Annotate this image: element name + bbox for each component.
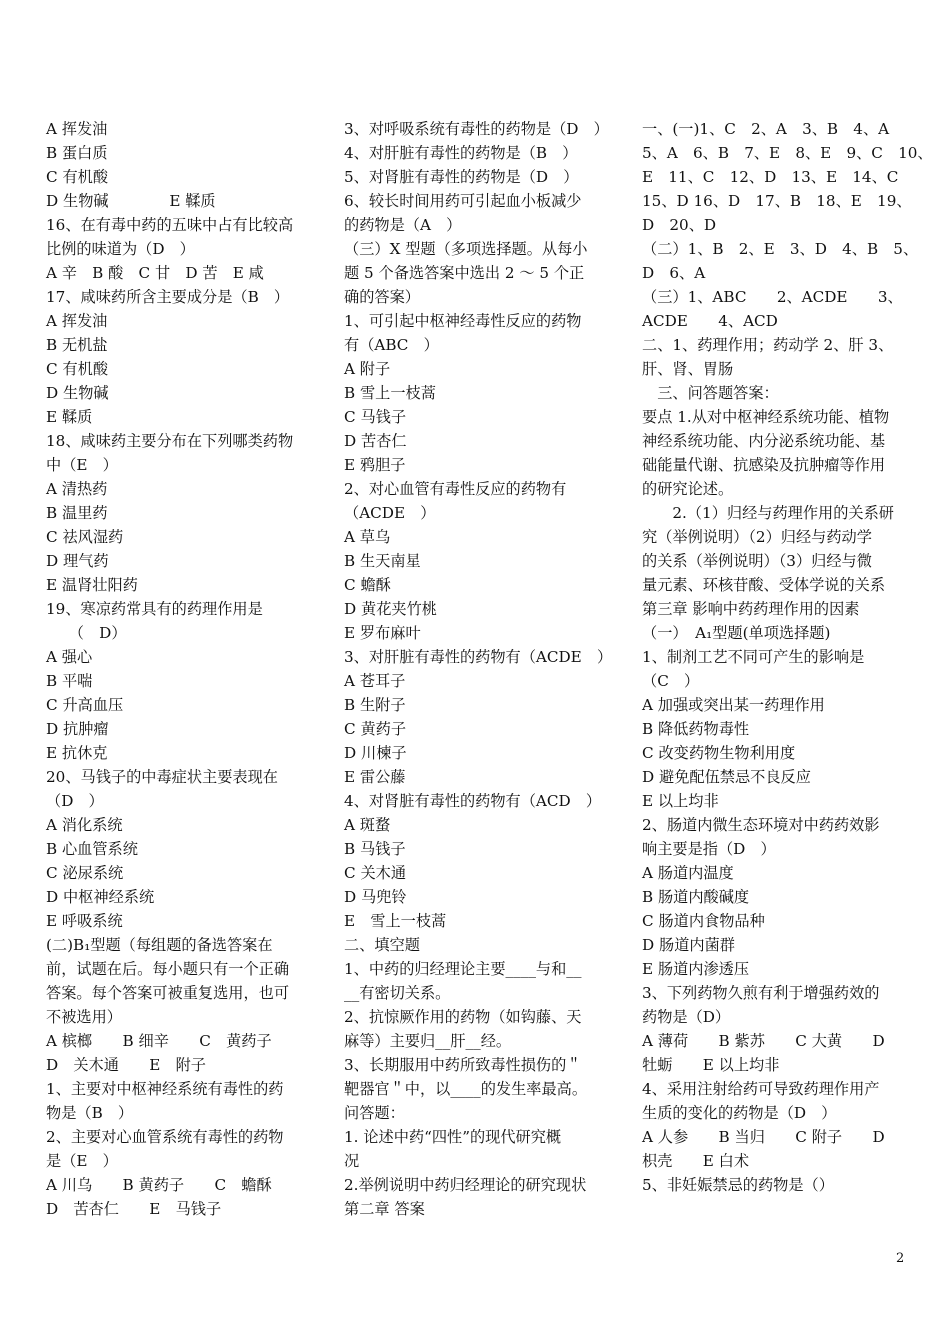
text-line: D 生物碱 E 鞣质	[46, 192, 216, 210]
text-line: 的关系（举例说明）（3）归经与微	[642, 552, 872, 570]
text-line: D 6、A	[642, 264, 706, 282]
text-line: A 清热药	[46, 480, 108, 498]
text-line: C 改变药物生物利用度	[642, 744, 796, 762]
text-line: 3、下列药物久煎有利于增强药效的	[642, 984, 880, 1002]
text-line: D 苦杏仁 E 马钱子	[46, 1200, 222, 1218]
text-line: D 中枢神经系统	[46, 888, 155, 906]
text-line: 确的答案）	[344, 288, 420, 306]
text-line: B 蛋白质	[46, 144, 108, 162]
text-line: A 草乌	[344, 528, 391, 546]
text-line: D 避免配伍禁忌不良反应	[642, 768, 811, 786]
text-line: E 雪上一枝蒿	[344, 912, 447, 930]
text-line: 药物是（D）	[642, 1008, 731, 1026]
text-line: E 鸦胆子	[344, 456, 406, 474]
text-line: 4、对肝脏有毒性的药物是（B ）	[344, 144, 578, 162]
text-line: D 生物碱	[46, 384, 109, 402]
text-line: E 温肾壮阳药	[46, 576, 138, 594]
text-line: 18、咸味药主要分布在下列哪类药物	[46, 432, 294, 450]
text-line: 况	[344, 1152, 360, 1170]
text-line: 第三章 影响中药药理作用的因素	[642, 600, 860, 618]
text-line: 3、对呼吸系统有毒性的药物是（D ）	[344, 120, 609, 138]
text-line: C 黄药子	[344, 720, 407, 738]
text-line: 响主要是指（D ）	[642, 840, 776, 858]
text-line: A 苍耳子	[344, 672, 406, 690]
text-line: B 温里药	[46, 504, 108, 522]
text-line: D 川楝子	[344, 744, 407, 762]
text-line: D 抗肿瘤	[46, 720, 109, 738]
text-line: C 马钱子	[344, 408, 407, 426]
text-line: (二)B₁型题（每组题的备选答案在	[46, 936, 273, 954]
text-line: D 马兜铃	[344, 888, 407, 906]
text-line: C 关木通	[344, 864, 407, 882]
text-line: 3、长期服用中药所致毒性损伤的＂	[344, 1056, 582, 1074]
text-line: 二、填空题	[344, 936, 420, 954]
text-line: 2、肠道内微生态环境对中药药效影	[642, 816, 880, 834]
text-line: 2.举例说明中药归经理论的研究现状	[344, 1176, 587, 1194]
text-line: D 20、D	[642, 216, 717, 234]
text-line: 1. 论述中药“四性”的现代研究概	[344, 1128, 562, 1146]
text-line: （ACDE ）	[344, 504, 436, 522]
text-line: （D ）	[46, 792, 104, 810]
text-line: 5、非妊娠禁忌的药物是（）	[642, 1176, 834, 1194]
text-line: 1、可引起中枢神经毒性反应的药物	[344, 312, 582, 330]
text-line: 神经系统功能、内分泌系统功能、基	[642, 432, 885, 450]
text-line: 靶器官＂中，以____的发生率最高。	[344, 1080, 587, 1098]
text-line: C 泌尿系统	[46, 864, 124, 882]
text-line: 16、在有毒中药的五味中占有比较高	[46, 216, 294, 234]
text-line: 2、抗惊厥作用的药物（如钩藤、天	[344, 1008, 582, 1026]
text-line: A 人参 B 当归 C 附子 D	[642, 1128, 885, 1146]
text-line: E 抗休克	[46, 744, 108, 762]
text-line: E 以上均非	[642, 792, 719, 810]
text-line: 17、咸味药所含主要成分是（B ）	[46, 288, 290, 306]
text-line: A 斑蝥	[344, 816, 391, 834]
text-line: （三）X 型题（多项选择题。从每小	[344, 240, 588, 258]
text-line: 2、主要对心血管系统有毒性的药物	[46, 1128, 284, 1146]
page-number: 2	[896, 1251, 905, 1266]
text-line: E 雷公藤	[344, 768, 406, 786]
text-line: B 心血管系统	[46, 840, 138, 858]
text-line: A 肠道内温度	[642, 864, 734, 882]
text-line: 一、(一)1、C 2、A 3、B 4、A	[642, 120, 890, 138]
text-line: B 马钱子	[344, 840, 406, 858]
text-line: 物是（B ）	[46, 1104, 134, 1122]
text-line: 比例的味道为（D ）	[46, 240, 195, 258]
text-line: 是（E ）	[46, 1152, 118, 1170]
text-line: E 鞣质	[46, 408, 93, 426]
text-line: B 降低药物毒性	[642, 720, 750, 738]
text-line: B 无机盐	[46, 336, 108, 354]
text-line: __有密切关系。	[344, 984, 451, 1002]
text-line: 1、制剂工艺不同可产生的影响是	[642, 648, 865, 666]
text-line: 3、对肝脏有毒性的药物有（ACDE ）	[344, 648, 613, 666]
text-line: 4、对肾脏有毒性的药物有（ACD ）	[344, 792, 602, 810]
text-line: （三）1、ABC 2、ACDE 3、	[642, 288, 903, 306]
text-line: C 蟾酥	[344, 576, 391, 594]
text-line: 题 5 个备选答案中选出 2 ～ 5 个正	[344, 264, 585, 282]
text-line: A 加强或突出某一药理作用	[642, 696, 825, 714]
text-line: （一） A₁型题(单项选择题)	[642, 624, 831, 642]
text-line: 6、较长时间用药可引起血小板减少	[344, 192, 582, 210]
text-line: 中（E ）	[46, 456, 118, 474]
text-line: C 有机酸	[46, 360, 109, 378]
text-line: A 挥发油	[46, 312, 108, 330]
text-line: C 肠道内食物品种	[642, 912, 765, 930]
text-line: C 有机酸	[46, 168, 109, 186]
text-line: E 肠道内渗透压	[642, 960, 750, 978]
text-line: 2.（1）归经与药理作用的关系研	[642, 504, 894, 522]
text-line: 1、主要对中枢神经系统有毒性的药	[46, 1080, 284, 1098]
text-line: 前，试题在后。每小题只有一个正确	[46, 960, 289, 978]
text-line: （ D）	[46, 624, 127, 642]
text-line: D 苦杏仁	[344, 432, 407, 450]
text-line: 问答题：	[344, 1104, 405, 1122]
text-line: 的药物是（A ）	[344, 216, 462, 234]
text-line: 第二章 答案	[344, 1200, 425, 1218]
text-line: 4、采用注射给药可导致药理作用产	[642, 1080, 880, 1098]
text-line: 牡蛎 E 以上均非	[642, 1056, 780, 1074]
text-line: （C ）	[642, 672, 700, 690]
text-line: 答案。每个答案可被重复选用，也可	[46, 984, 289, 1002]
text-line: B 雪上一枝蒿	[344, 384, 436, 402]
text-line: A 川乌 B 黄药子 C 蟾酥	[46, 1176, 272, 1194]
text-line: 5、对肾脏有毒性的药物是（D ）	[344, 168, 579, 186]
text-line: 的研究论述。	[642, 480, 734, 498]
text-line: 生质的变化的药物是（D ）	[642, 1104, 837, 1122]
text-line: （二）1、B 2、E 3、D 4、B 5、	[642, 240, 919, 258]
text-line: D 关木通 E 附子	[46, 1056, 206, 1074]
text-line: 20、马钱子的中毒症状主要表现在	[46, 768, 278, 786]
text-line: D 理气药	[46, 552, 109, 570]
text-line: 19、寒凉药常具有的药理作用是	[46, 600, 263, 618]
text-line: 15、D 16、D 17、B 18、E 19、	[642, 192, 912, 210]
text-line: 量元素、环核苷酸、受体学说的关系	[642, 576, 885, 594]
text-line: 要点 1.从对中枢神经系统功能、植物	[642, 408, 890, 426]
text-line: A 消化系统	[46, 816, 123, 834]
text-line: A 挥发油	[46, 120, 108, 138]
text-line: B 平喘	[46, 672, 93, 690]
text-line: 础能量代谢、抗感染及抗肿瘤等作用	[642, 456, 885, 474]
text-line: ACDE 4、ACD	[642, 312, 778, 330]
text-line: 二、1、药理作用；药动学 2、肝 3、	[642, 336, 894, 354]
text-line: A 辛 B 酸 C 甘 D 苦 E 咸	[46, 264, 264, 282]
text-line: A 槟榔 B 细辛 C 黄药子	[46, 1032, 272, 1050]
text-line: 5、A 6、B 7、E 8、E 9、C 10、	[642, 144, 933, 162]
text-line: 不被选用）	[46, 1008, 122, 1026]
text-line: C 祛风湿药	[46, 528, 124, 546]
column-right	[642, 117, 933, 1197]
text-line: 有（ABC ）	[344, 336, 439, 354]
text-line: D 黄花夹竹桃	[344, 600, 437, 618]
column-middle	[344, 117, 616, 1221]
text-line: C 升高血压	[46, 696, 124, 714]
text-line: 麻等）主要归__肝__经。	[344, 1032, 512, 1050]
text-line: 2、对心血管有毒性反应的药物有	[344, 480, 567, 498]
text-line: B 生天南星	[344, 552, 421, 570]
column-left	[46, 117, 318, 1221]
text-line: 三、问答题答案：	[642, 384, 779, 402]
text-line: 枳壳 E 白术	[642, 1152, 750, 1170]
text-line: 肝、肾、胃肠	[642, 360, 734, 378]
text-line: D 肠道内菌群	[642, 936, 735, 954]
text-line: E 呼吸系统	[46, 912, 123, 930]
text-line: 究（举例说明）（2）归经与药动学	[642, 528, 872, 546]
text-line: B 生附子	[344, 696, 406, 714]
text-line: E 罗布麻叶	[344, 624, 421, 642]
text-line: A 薄荷 B 紫苏 C 大黄 D	[642, 1032, 885, 1050]
text-line: B 肠道内酸碱度	[642, 888, 750, 906]
text-line: E 11、C 12、D 13、E 14、C	[642, 168, 899, 186]
text-line: A 强心	[46, 648, 93, 666]
text-line: A 附子	[344, 360, 391, 378]
text-line: 1、中药的归经理论主要____与和__	[344, 960, 582, 978]
